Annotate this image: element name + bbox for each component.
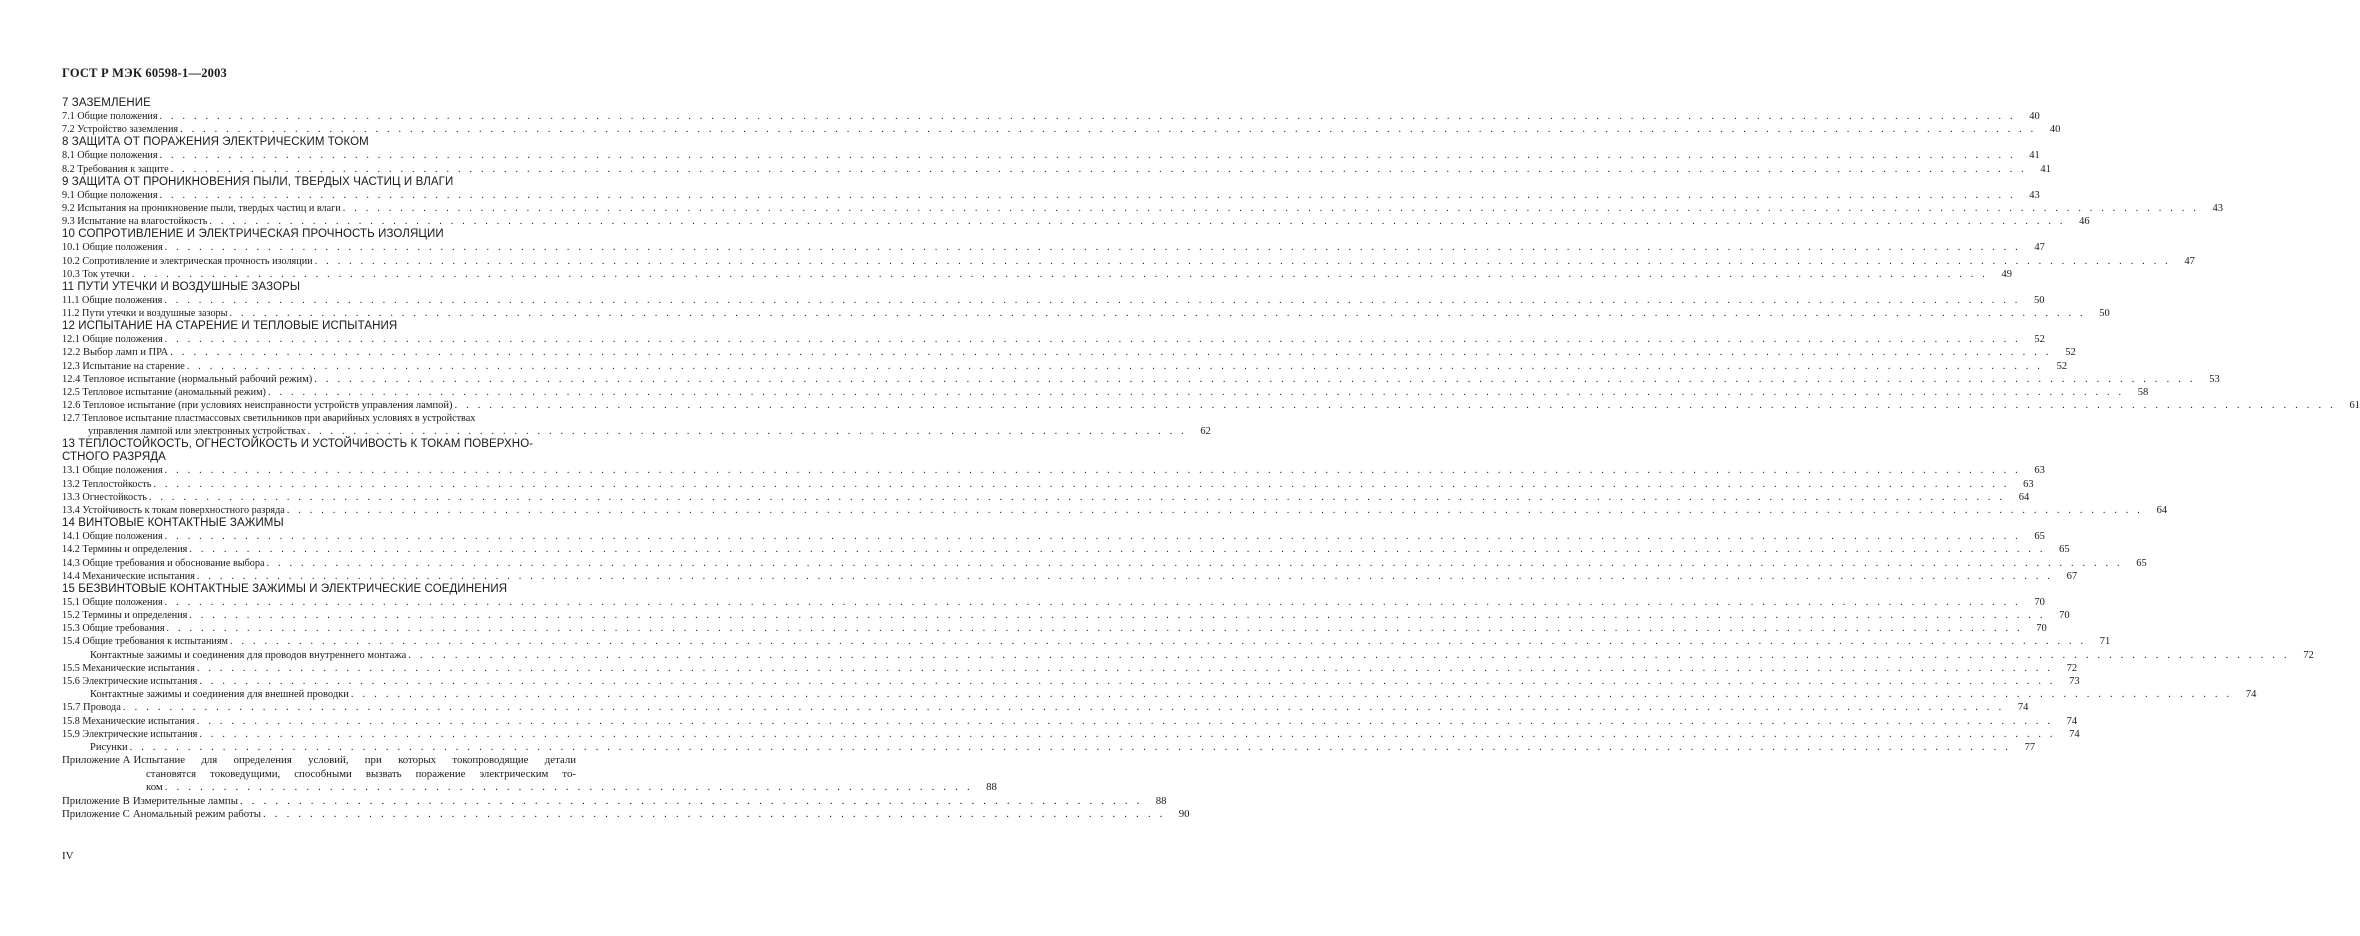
toc-entry-page: 52 — [2065, 347, 2076, 359]
toc-entry-page: 77 — [2024, 741, 2036, 753]
toc-entry-page: 70 — [2036, 623, 2047, 635]
leader-dots — [197, 715, 2053, 728]
toc-entry-page: 65 — [2059, 544, 2070, 556]
leader-dots — [123, 701, 2004, 714]
section-heading-8: 8 ЗАЩИТА ОТ ПОРАЖЕНИЯ ЭЛЕКТРИЧЕСКИМ ТОКОМ — [62, 136, 369, 149]
toc-entry-title: 15.3 Общие требования — [62, 623, 165, 635]
section-heading-9: 9 ЗАЩИТА ОТ ПРОНИКНОВЕНИЯ ПЫЛИ, ТВЕРДЫХ ЧАСТИЦ И ВЛАГИ — [62, 175, 454, 188]
toc-entry[interactable] — [62, 241, 2045, 254]
toc-entry-title: 12.1 Общие положения — [62, 334, 163, 346]
toc-entry-page: 72 — [2066, 662, 2078, 674]
toc-entry-title: 11.1 Общие положения — [62, 294, 163, 306]
leader-dots — [165, 464, 2021, 477]
toc-entry-title: 13.3 Огнестойкость — [62, 491, 147, 503]
toc-entry[interactable] — [62, 491, 2030, 504]
toc-entry-title: 10.1 Общие положения — [62, 242, 163, 254]
leader-dots — [189, 543, 2045, 556]
toc-entry-page: 50 — [2034, 294, 2045, 306]
leader-dots — [197, 570, 2053, 583]
leader-dots — [171, 163, 2027, 176]
toc-entry-page: 65 — [2034, 531, 2045, 543]
toc-entry-page: 47 — [2184, 255, 2195, 267]
toc-entry-multiline[interactable] — [62, 412, 1211, 438]
toc-entry[interactable] — [62, 609, 2070, 622]
toc-entry[interactable] — [62, 464, 2045, 477]
toc-entry-title: 15.9 Электрические испытания — [62, 728, 198, 740]
toc-entry-page: 40 — [2049, 124, 2061, 136]
toc-appendix-c[interactable] — [62, 808, 1190, 822]
toc-entry-page: 71 — [2099, 636, 2111, 648]
leader-dots — [160, 189, 2016, 202]
toc-entry[interactable] — [62, 268, 2013, 281]
leader-dots — [160, 149, 2016, 162]
toc-entry-title: 15.6 Электрические испытания — [62, 676, 198, 687]
leader-dots — [308, 425, 1187, 438]
appendix-label: Приложение С — [62, 808, 130, 821]
toc-entry[interactable] — [62, 149, 2040, 162]
toc-entry-title: Контактные зажимы и соединения для проводов внутреннего монтажа — [90, 649, 407, 661]
toc-entry[interactable] — [62, 255, 2195, 268]
leader-dots — [165, 530, 2021, 543]
toc-entry-page: 52 — [2034, 334, 2045, 346]
toc-entry-page: 52 — [2056, 360, 2068, 372]
leader-dots — [130, 741, 2011, 754]
toc-entry-title: 10.2 Сопротивление и электрическая прочность изоляции — [62, 255, 313, 267]
toc-entry-title: 7.2 Устройство заземления — [62, 124, 179, 136]
toc-entry-title: 13.1 Общие положения — [62, 465, 163, 477]
toc-entry-title: 15.7 Провода — [62, 702, 121, 714]
toc-entry-page: 64 — [2018, 491, 2030, 503]
appendix-title-line3: ком — [146, 781, 163, 794]
toc-entry[interactable] — [62, 649, 2314, 662]
toc-entry-page: 63 — [2034, 465, 2045, 477]
section-heading-7: 7 ЗАЗЕМЛЕНИЕ — [62, 97, 151, 109]
toc-entry-page: 46 — [2079, 216, 2090, 228]
toc-entry[interactable] — [62, 675, 2080, 688]
toc-entry-title: 12.3 Испытание на старение — [62, 360, 185, 372]
toc-entry[interactable] — [62, 504, 2168, 517]
toc-entry-title: 8.2 Требования к защите — [62, 163, 169, 175]
toc-entry-title: управления лампой или электронных устройствах — [88, 426, 306, 438]
toc-entry-page: 58 — [2137, 387, 2149, 398]
section-heading-14: 14 ВИНТОВЫЕ КОНТАКТНЫЕ ЗАЖИМЫ — [62, 517, 284, 530]
leader-dots — [199, 728, 2055, 741]
leader-dots — [287, 504, 2143, 517]
toc-entry-title: 12.4 Тепловое испытание (нормальный рабочий режим) — [62, 373, 313, 385]
toc-entry[interactable] — [62, 346, 2076, 359]
toc-appendix-b[interactable] — [62, 794, 1167, 809]
toc-entry-page: 41 — [2040, 163, 2051, 175]
section-heading-13: 13 ТЕПЛОСТОЙКОСТЬ, ОГНЕСТОЙКОСТЬ И УСТОЙЧИВОСТЬ К ТОКАМ ПОВЕРХНО-СТНОГО РАЗРЯДА — [62, 438, 534, 464]
toc-entry[interactable] — [62, 728, 2080, 741]
table-of-contents — [62, 97, 2360, 822]
toc-entry[interactable] — [62, 688, 2257, 701]
toc-entry-page: 41 — [2029, 150, 2040, 162]
toc-entry-title: 14.3 Общие требования и обоснование выбора — [62, 557, 265, 569]
appendix-title-line2: становятся токоведущими, способными вызвать поражение электрическим то- — [146, 767, 576, 780]
toc-entry-page: 74 — [2066, 715, 2078, 727]
leader-dots — [408, 649, 2289, 662]
leader-dots — [164, 294, 2020, 307]
toc-entry-page: 65 — [2136, 557, 2147, 569]
toc-entry-page: 88 — [986, 781, 997, 794]
toc-entry-title: 15.4 Общие требования к испытаниям — [62, 636, 228, 648]
toc-entry[interactable] — [62, 123, 2061, 136]
section-heading-15: 15 БЕЗВИНТОВЫЕ КОНТАКТНЫЕ ЗАЖИМЫ И ЭЛЕКТРИЧЕСКИЕ СОЕДИНЕНИЯ — [62, 582, 508, 595]
toc-entry[interactable] — [62, 557, 2147, 570]
toc-entry-title: 7.1 Общие положения — [62, 111, 158, 122]
leader-dots — [180, 123, 2036, 136]
toc-appendix-a[interactable] — [62, 754, 997, 795]
toc-entry[interactable] — [62, 215, 2090, 228]
toc-entry-title: 14.4 Механические испытания — [62, 570, 195, 582]
toc-entry-page: 61 — [2349, 400, 2360, 412]
toc-entry-page: 62 — [1200, 426, 1211, 438]
toc-entry-title: 14.2 Термины и определения — [62, 544, 188, 556]
leader-dots — [170, 346, 2051, 359]
toc-entry-title: 15.8 Механические испытания — [62, 715, 195, 727]
toc-entry-title: 12.6 Тепловое испытание (при условиях неисправности устройств управления лампой) — [62, 400, 453, 412]
leader-dots — [153, 478, 2009, 491]
appendix-title: Аномальный режим работы — [132, 808, 261, 821]
toc-entry-page: 74 — [2069, 728, 2080, 740]
leader-dots — [343, 202, 2199, 215]
toc-entry[interactable] — [62, 635, 2111, 648]
toc-entry-page: 40 — [2029, 111, 2040, 122]
leader-dots — [132, 268, 1988, 281]
leader-dots — [263, 808, 1166, 822]
toc-entry-title: 13.2 Теплостойкость — [62, 478, 152, 490]
toc-entry-page: 63 — [2023, 478, 2034, 490]
toc-entry-page: 73 — [2069, 676, 2080, 687]
leader-dots — [199, 675, 2055, 688]
toc-entry-page: 70 — [2034, 596, 2045, 608]
toc-entry-page: 72 — [2303, 649, 2314, 661]
toc-entry-page: 90 — [1178, 808, 1190, 821]
toc-entry-page: 67 — [2066, 570, 2078, 582]
appendix-title: Измерительные лампы — [132, 794, 238, 807]
leader-dots — [240, 795, 1143, 809]
toc-entry[interactable] — [62, 373, 2220, 386]
leader-dots — [230, 635, 2086, 648]
toc-entry-page: 50 — [2099, 308, 2110, 320]
toc-entry[interactable] — [62, 622, 2047, 635]
toc-entry-page: 53 — [2209, 373, 2220, 385]
leader-dots — [230, 307, 2086, 320]
toc-entry[interactable] — [62, 478, 2034, 491]
leader-dots — [351, 688, 2232, 701]
toc-entry[interactable] — [62, 333, 2045, 346]
leader-dots — [314, 373, 2195, 386]
toc-entry-title: 15.1 Общие положения — [62, 596, 163, 608]
toc-entry-page: 47 — [2034, 242, 2045, 254]
toc-entry[interactable] — [62, 202, 2224, 215]
toc-entry-figures[interactable] — [62, 741, 2036, 754]
toc-entry-title: 9.2 Испытания на проникновение пыли, твердых частиц и влаги — [62, 202, 341, 214]
toc-entry-page: 74 — [2245, 689, 2257, 701]
toc-entry[interactable] — [62, 701, 2029, 714]
toc-entry-title: 13.4 Устойчивость к токам поверхностного разряда — [62, 504, 285, 516]
toc-entry-title: 12.5 Тепловое испытание (аномальный режим) — [62, 387, 266, 398]
toc-entry-title: 11.2 Пути утечки и воздушные зазоры — [62, 308, 228, 320]
toc-entry[interactable] — [62, 570, 2078, 583]
toc-entry[interactable] — [62, 386, 2149, 399]
toc-entry[interactable] — [62, 399, 2360, 412]
toc-entry-page: 43 — [2212, 202, 2224, 214]
toc-entry-title: 14.1 Общие положения — [62, 531, 163, 543]
toc-entry-page: 74 — [2017, 702, 2029, 714]
toc-entry-title: Контактные зажимы и соединения для внешней проводки — [90, 689, 349, 701]
leader-dots — [165, 333, 2021, 346]
appendix-label: Приложение А — [62, 754, 131, 767]
toc-entry[interactable] — [62, 110, 2040, 123]
leader-dots — [209, 215, 2065, 228]
leader-dots — [315, 255, 2171, 268]
toc-entry[interactable] — [62, 715, 2078, 728]
toc-entry-title: Рисунки — [90, 741, 128, 753]
leader-dots — [165, 781, 973, 795]
toc-entry[interactable] — [62, 596, 2045, 609]
leader-dots — [165, 596, 2021, 609]
leader-dots — [268, 386, 2124, 399]
toc-entry[interactable] — [62, 662, 2078, 675]
toc-entry-title: 15.2 Термины и определения — [62, 610, 188, 622]
toc-entry-title: 12.2 Выбор ламп и ПРА — [62, 347, 169, 359]
section-heading-12: 12 ИСПЫТАНИЕ НА СТАРЕНИЕ И ТЕПЛОВЫЕ ИСПЫТАНИЯ — [62, 320, 398, 333]
appendix-label: Приложение В — [62, 794, 130, 807]
toc-entry[interactable] — [62, 530, 2045, 543]
toc-entry-page: 64 — [2156, 504, 2168, 516]
leader-dots — [454, 399, 2335, 412]
toc-entry-title: 15.5 Механические испытания — [62, 662, 195, 674]
section-heading-10: 10 СОПРОТИВЛЕНИЕ И ЭЛЕКТРИЧЕСКАЯ ПРОЧНОСТЬ ИЗОЛЯЦИИ — [62, 228, 444, 241]
leader-dots — [197, 662, 2053, 675]
toc-entry[interactable] — [62, 163, 2051, 176]
toc-entry[interactable] — [62, 189, 2040, 202]
toc-entry-page: 88 — [1155, 794, 1167, 807]
toc-entry-page: 49 — [2001, 268, 2013, 280]
toc-entry[interactable] — [62, 307, 2110, 320]
toc-entry-title: 9.3 Испытание на влагостойкость — [62, 216, 208, 228]
page-number: IV — [62, 850, 74, 862]
toc-entry-title: 10.3 Ток утечки — [62, 268, 130, 280]
toc-entry[interactable] — [62, 360, 2068, 373]
toc-entry[interactable] — [62, 543, 2070, 556]
toc-entry-title: 8.1 Общие положения — [62, 150, 158, 162]
document-header: ГОСТ Р МЭК 60598-1—2003 — [62, 66, 227, 80]
leader-dots — [267, 557, 2123, 570]
leader-dots — [149, 491, 2005, 504]
leader-dots — [189, 609, 2045, 622]
toc-entry-title-line1: 12.7 Тепловое испытание пластмассовых светильников при аварийных условиях в устройствах — [62, 413, 476, 425]
leader-dots — [160, 110, 2016, 123]
toc-entry-page: 43 — [2029, 189, 2040, 201]
toc-entry-title: 9.1 Общие положения — [62, 189, 158, 201]
leader-dots — [167, 622, 2023, 635]
toc-entry[interactable] — [62, 294, 2045, 307]
leader-dots — [187, 360, 2043, 373]
section-heading-11: 11 ПУТИ УТЕЧКИ И ВОЗДУШНЫЕ ЗАЗОРЫ — [62, 280, 301, 293]
leader-dots — [165, 241, 2021, 254]
toc-entry-page: 70 — [2059, 610, 2070, 622]
appendix-title-line1: Испытание для определения условий, при которых токопроводящие детали — [133, 754, 576, 767]
